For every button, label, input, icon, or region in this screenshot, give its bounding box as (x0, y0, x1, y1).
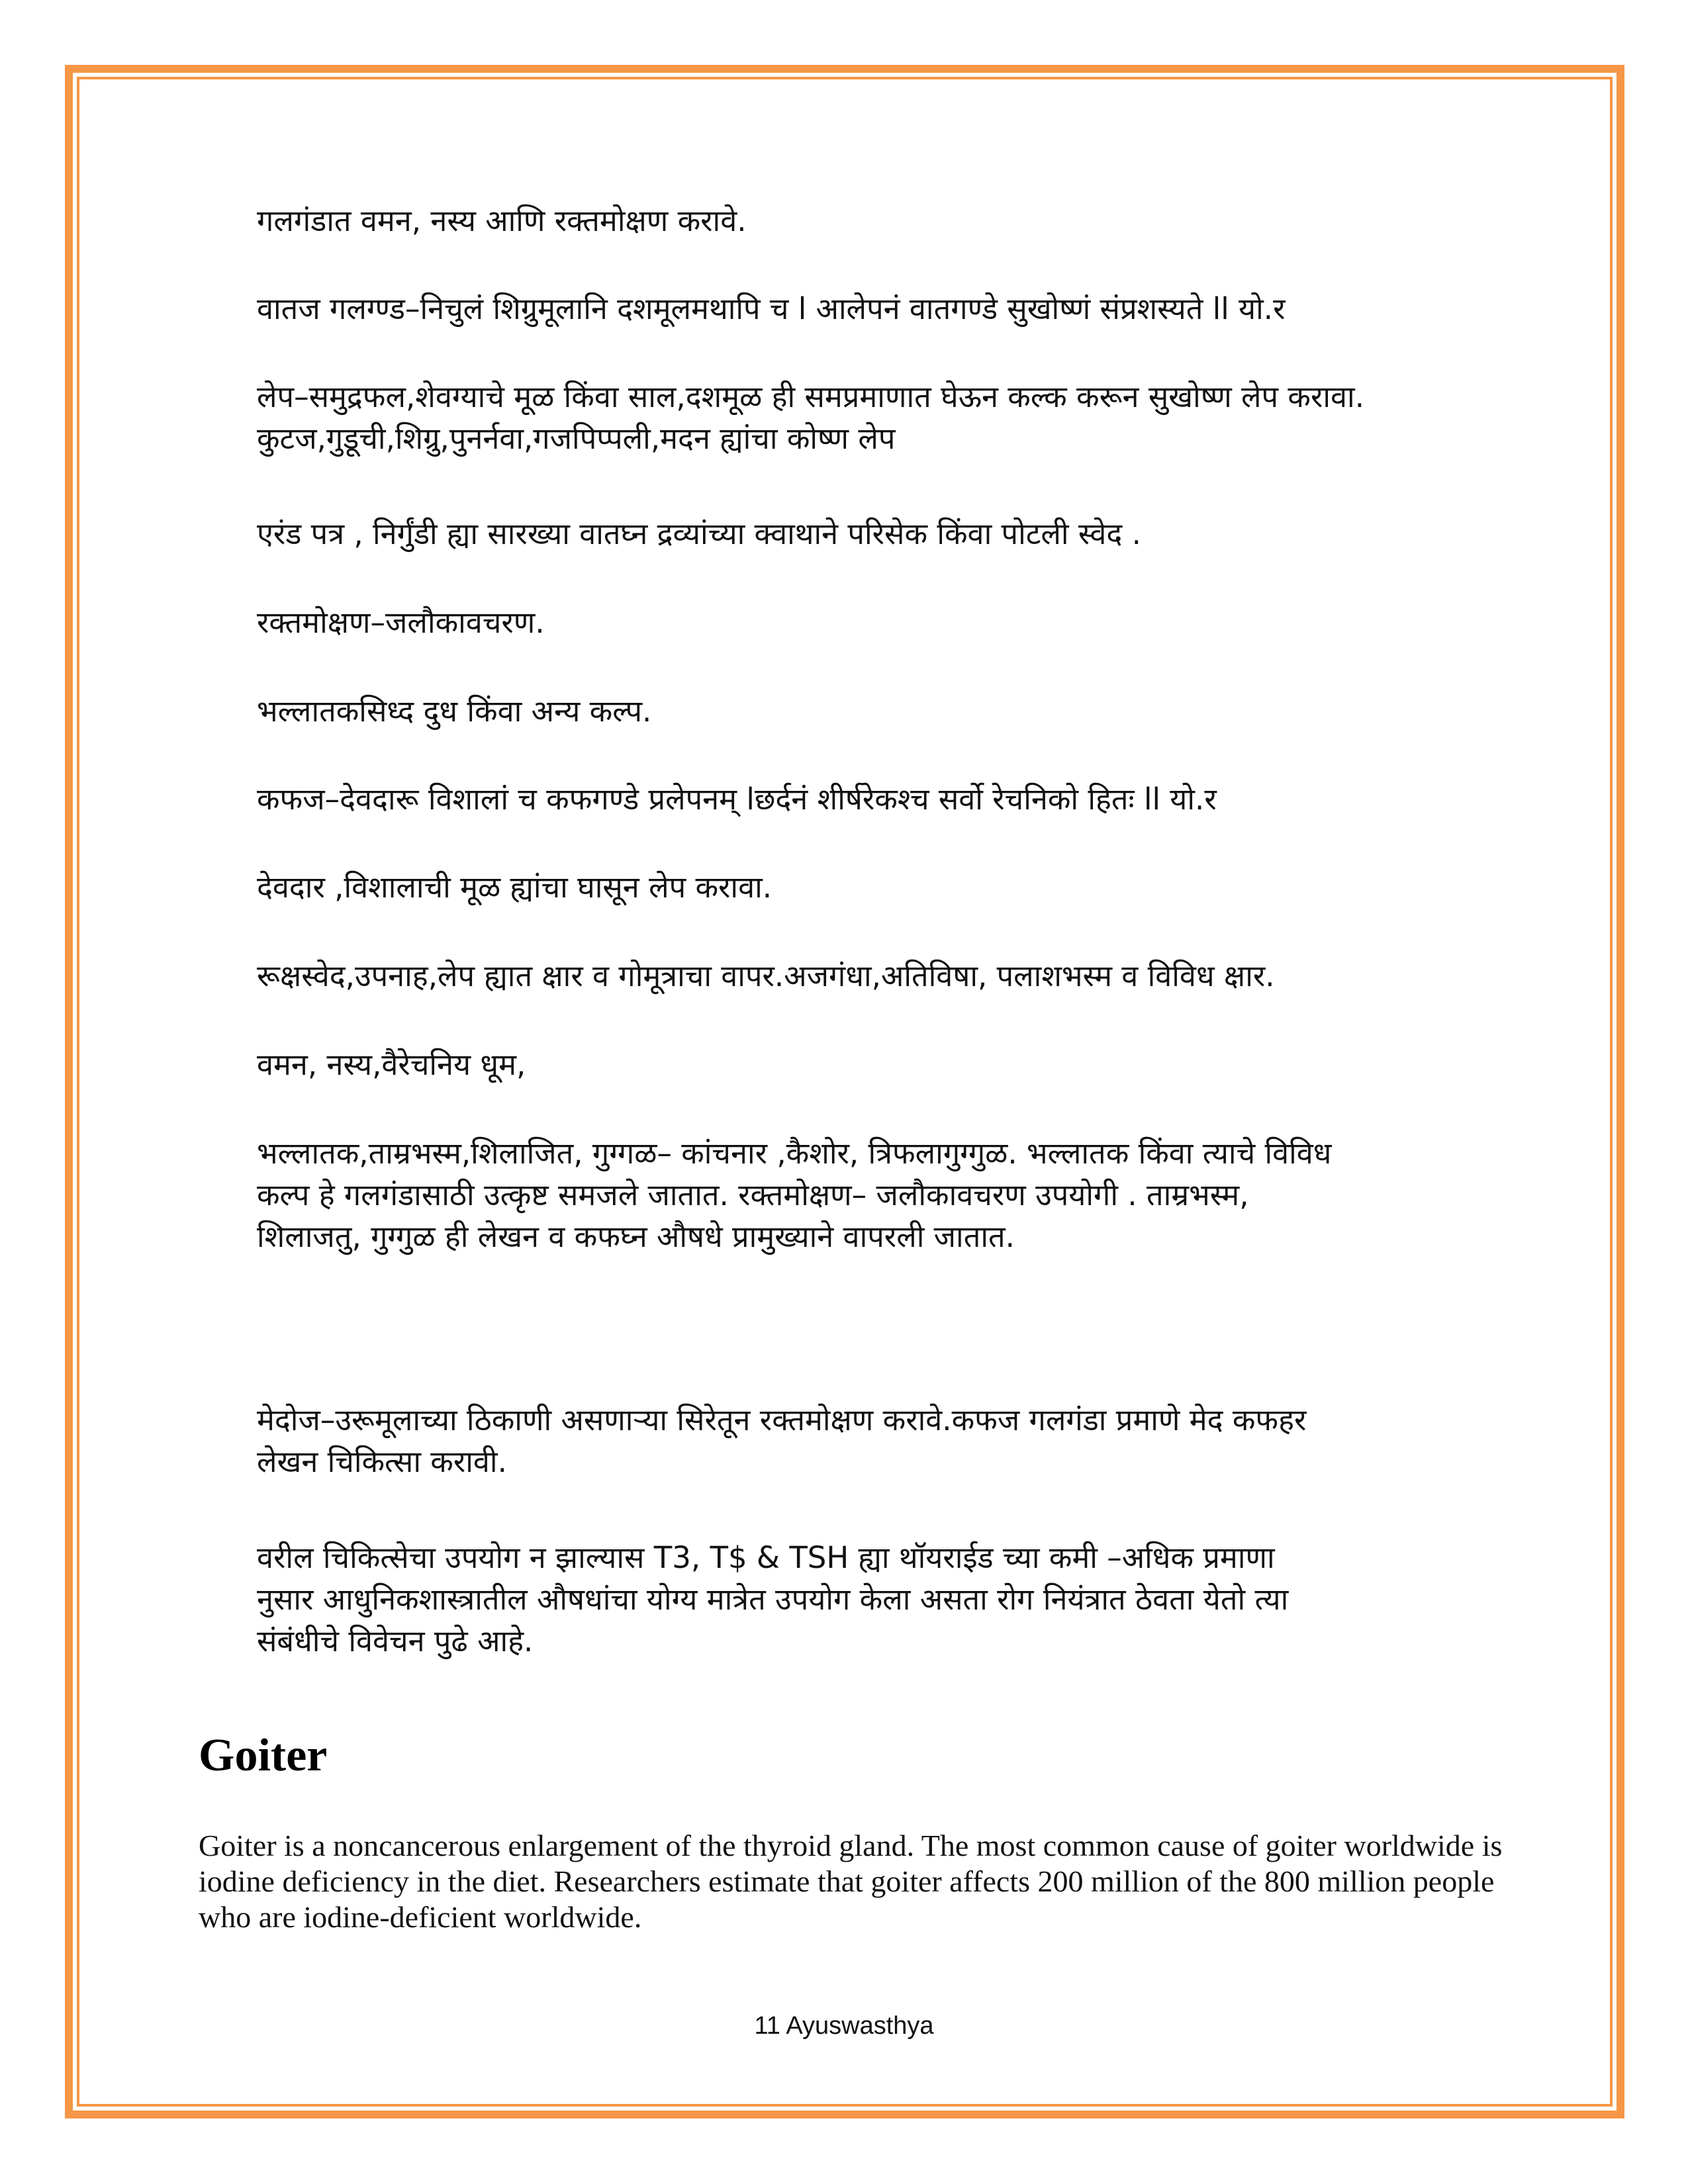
paragraph-vataj-galganda: वातज गलग्ण्ड–निचुलं शिग्रुमूलानि दशमूलमथापि च l आलेपनं वातगण्डे सुखोष्णं संप्रशस्यते ll यो.र (257, 291, 1286, 326)
paragraph-modern-line-1: वरील चिकित्सेचा उपयोग न झाल्यास T3, T$ & TSH ह्या थॉयराईड च्या कमी –अधिक प्रमाणा (257, 1540, 1275, 1575)
paragraph-bhallatak-line-3: शिलाजतु, गुग्गुळ ही लेखन व कफघ्न औषधे प्रामुख्याने वापरली जातात. (257, 1219, 1015, 1254)
paragraph-bhallatak-line-2: कल्प हे गलगंडासाठी उत्कृष्ट समजले जातात. रक्तमोक्षण– जलौकावचरण उपयोगी . ताम्रभस्म, (257, 1177, 1249, 1212)
paragraph-lep-line-2: कुटज,गुडूची,शिग्रु,पुनर्नवा,गजपिप्पली,मदन ह्यांचा कोष्ण लेप (257, 421, 896, 456)
paragraph-modern-line-2: नुसार आधुनिकशास्त्रातील औषधांचा योग्य मात्रेत उपयोग केला असता रोग नियंत्रात ठेवता येतो त्या (257, 1582, 1289, 1617)
paragraph-galganda-treatment: गलगंडात वमन, नस्य आणि रक्तमोक्षण करावे. (257, 203, 747, 238)
paragraph-vaman-nasya: वमन, नस्य,वैरेचनिय धूम, (257, 1047, 526, 1082)
paragraph-devdar: देवदार ,विशालाची मूळ ह्यांचा घासून लेप करावा. (257, 870, 773, 905)
goiter-description: Goiter is a noncancerous enlargement of the thyroid gland. The most common cause of goiter worldwide is iodine deficiency in the diet. Researchers estimate that goiter affects 200 million of the 800 million people who are iodine-deficient worldwide. (199, 1829, 1503, 1934)
paragraph-raktamokshan: रक्तमोक्षण–जलौकावचरण. (257, 605, 545, 640)
paragraph-modern-treatment (257, 1537, 1462, 1662)
paragraph-rukshasved: रूक्षस्वेद,उपनाह,लेप ह्यात क्षार व गोमूत्राचा वापर.अजगंधा,अतिविषा, पलाशभस्म व विविध क्षार. (257, 958, 1275, 993)
paragraph-erand-patra: एरंड पत्र , निर्गुंडी ह्या सारख्या वातघ्न द्रव्यांच्या क्वाथाने परिसेक किंवा पोटली स्वेद . (257, 516, 1141, 551)
paragraph-bhallatak-line-1: भल्लातक,ताम्रभस्म,शिलाजित, गुग्गळ– कांचनार ,कैशोर, त्रिफलागुग्गुळ. भल्लातक किंवा त्याचे विविध (257, 1136, 1332, 1171)
paragraph-bhallatak: भल्लातकसिध्द दुध किंवा अन्य कल्प. (257, 694, 652, 729)
paragraph-bhallatak-tamrabhasma (257, 1132, 1462, 1257)
paragraph-medoj-line-2: लेखन चिकित्सा करावी. (257, 1444, 507, 1479)
section-heading-goiter: Goiter (199, 1730, 328, 1781)
paragraph-lep-line-1: लेप–समुद्रफल,शेवग्याचे मूळ किंवा साल,दशमूळ ही समप्रमाणात घेऊन कल्क करून सुखोष्ण लेप करावा. (257, 379, 1365, 414)
paragraph-medoj (257, 1399, 1462, 1482)
page-footer: 11 Ayuswasthya (754, 2012, 934, 2040)
paragraph-kaphaj: कफज–देवदारू विशालां च कफगण्डे प्रलेपनम् lछर्दनं शीर्षरेकश्च सर्वो रेचनिको हितः ll यो.र (257, 782, 1217, 817)
paragraph-medoj-line-1: मेदोज–उरूमूलाच्या ठिकाणी असणाऱ्या सिरेतून रक्तमोक्षण करावे.कफज गलगंडा प्रमाणे मेद कफहर (257, 1402, 1307, 1437)
paragraph-lep (257, 376, 1462, 459)
paragraph-modern-line-3: संबंधीचे विवेचन पुढे आहे. (257, 1623, 534, 1659)
